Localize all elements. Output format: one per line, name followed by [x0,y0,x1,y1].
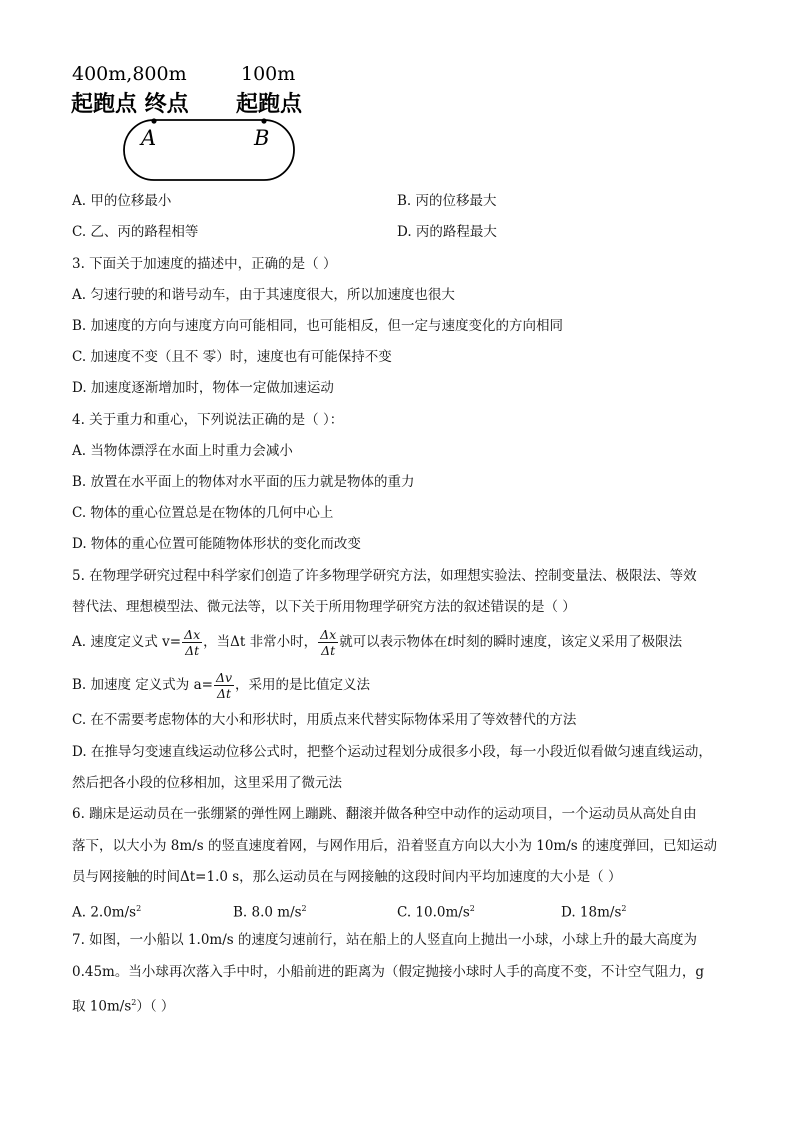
q5-option-a [72,622,682,662]
q6-option-c-text: C. 10.0m/s [397,904,470,921]
q6-stem-line-2: 落下，以大小为 8m/s 的竖直速度着网，与网作用后，沿着竖直方向以大小为 10m/s 的速度弹回，已知运动 [72,838,717,854]
q5-option-b-text-2: ，采用的是比值定义法 [235,677,371,693]
point-a-dot [151,118,156,123]
q3-option-d: D. 加速度逐渐增加时，物体一定做加速运动 [72,380,334,396]
q6-option-d-sup: 2 [621,904,627,913]
figure-label-400-800: 400m,800m [72,63,187,85]
figure-label-100: 100m [241,63,296,85]
q3-stem: 3. 下面关于加速度的描述中，正确的是（ ） [72,256,337,272]
q5-stem-line-1: 5. 在物理学研究过程中科学家们创造了许多物理学研究方法，如理想实验法、控制变量法、极限法、等效 [72,568,697,584]
q3-option-b: B. 加速度的方向与速度方向可能相同，也可能相反，但一定与速度变化的方向相同 [72,318,564,334]
q2-option-d: D. 丙的路程最大 [397,224,497,240]
q6-option-c [397,899,475,923]
q3-option-c: C. 加速度不变（且不 零）时，速度也有可能保持不变 [72,349,392,365]
q7-sup: 2 [131,998,137,1007]
q6-stem-line-1: 6. 蹦床是运动员在一张绷紧的弹性网上蹦跳、翻滚并做各种空中动作的运动项目，一个运动员从高处自由 [72,806,697,822]
q4-option-b: B. 放置在水平面上的物体对水平面的压力就是物体的重力 [72,474,415,490]
fraction-denominator: Δt [216,686,232,701]
fraction-dv-dt [214,670,234,701]
fraction-dx-dt-2 [318,627,338,658]
fraction-denominator: Δt [321,643,336,658]
q6-option-a-sup: 2 [136,904,142,913]
q2-option-b: B. 丙的位移最大 [397,193,497,209]
q4-option-d: D. 物体的重心位置可能随物体形状的变化而改变 [72,536,361,552]
point-b-dot [261,118,266,123]
fraction-denominator: Δt [185,643,200,658]
q5-stem-line-2: 替代法、理想模型法、微元法等，以下关于所用物理学研究方法的叙述错误的是（ ） [72,599,576,615]
figure-label-start-finish: 起跑点 终点 [71,91,189,117]
q5-option-a-text-1: A. 速度定义式 v= [72,634,182,650]
q5-option-b [72,665,370,705]
q5-option-b-text-1: B. 加速度 定义式为 a= [72,677,213,693]
q7-stem-line-1: 7. 如图，一小船以 1.0m/s 的速度匀速前行，站在船上的人竖直向上抛出一小球，小球上升的最大高度为 [72,932,697,948]
q6-option-d [561,899,626,923]
point-a-label: A [141,126,157,150]
q7-stem-line-3-end: ）（ ） [136,998,175,1015]
q5-option-c: C. 在不需要考虑物体的大小和形状时，用质点来代替实际物体采用了等效替代的方法 [72,712,577,728]
q5-option-d-line-2: 然后把各小段的位移相加，这里采用了微元法 [72,775,342,791]
point-b-label: B [254,126,270,150]
q2-option-a: A. 甲的位移最小 [72,193,172,209]
q5-option-a-text-4: 时刻的瞬时速度，该定义采用了极限法 [452,634,683,650]
q4-stem: 4. 关于重力和重心，下列说法正确的是（ ）： [72,412,344,428]
q7-stem-line-2: 0.45m。当小球再次落入手中时，小船前进的距离为（假定抛接小球时人手的高度不变，不计空气阻力，g [72,964,705,980]
q4-option-c: C. 物体的重心位置总是在物体的几何中心上 [72,505,334,521]
q5-option-d-line-1: D. 在推导匀变速直线运动位移公式时，把整个运动过程划分成很多小段，每一小段近似看做匀速直线运动， [72,744,712,760]
q4-option-a: A. 当物体漂浮在水面上时重力会减小 [72,443,293,459]
fraction-numerator: Δx [320,627,337,642]
q6-option-b [233,899,307,923]
q6-option-c-sup: 2 [469,904,475,913]
q6-option-b-sup: 2 [301,904,307,913]
q5-option-a-text-2: ，当Δt 非常小时， [203,634,318,650]
q6-option-b-text: B. 8.0 m/s [233,904,302,921]
q7-stem-line-3-text: 取 10m/s [72,998,132,1015]
q6-option-a-text: A. 2.0m/s [72,904,137,921]
fraction-numerator: Δx [184,627,201,642]
figure-label-start: 起跑点 [236,91,303,117]
fraction-numerator: Δv [215,670,233,685]
q6-option-a [72,899,141,923]
q2-option-c: C. 乙、丙的路程相等 [72,224,199,240]
fraction-dx-dt [182,627,202,658]
q6-option-d-text: D. 18m/s [561,904,622,921]
q5-option-a-t: t [447,634,453,650]
q5-option-a-text-3: 就可以表示物体在 [339,634,448,650]
q7-stem-line-3 [72,993,174,1017]
q6-stem-line-3: 员与网接触的时间Δt=1.0 s，那么运动员在与网接触的这段时间内平均加速度的大小是（ ） [72,869,622,885]
running-track-diagram [118,115,300,185]
q3-option-a: A. 匀速行驶的和谐号动车，由于其速度很大，所以加速度也很大 [72,287,455,303]
